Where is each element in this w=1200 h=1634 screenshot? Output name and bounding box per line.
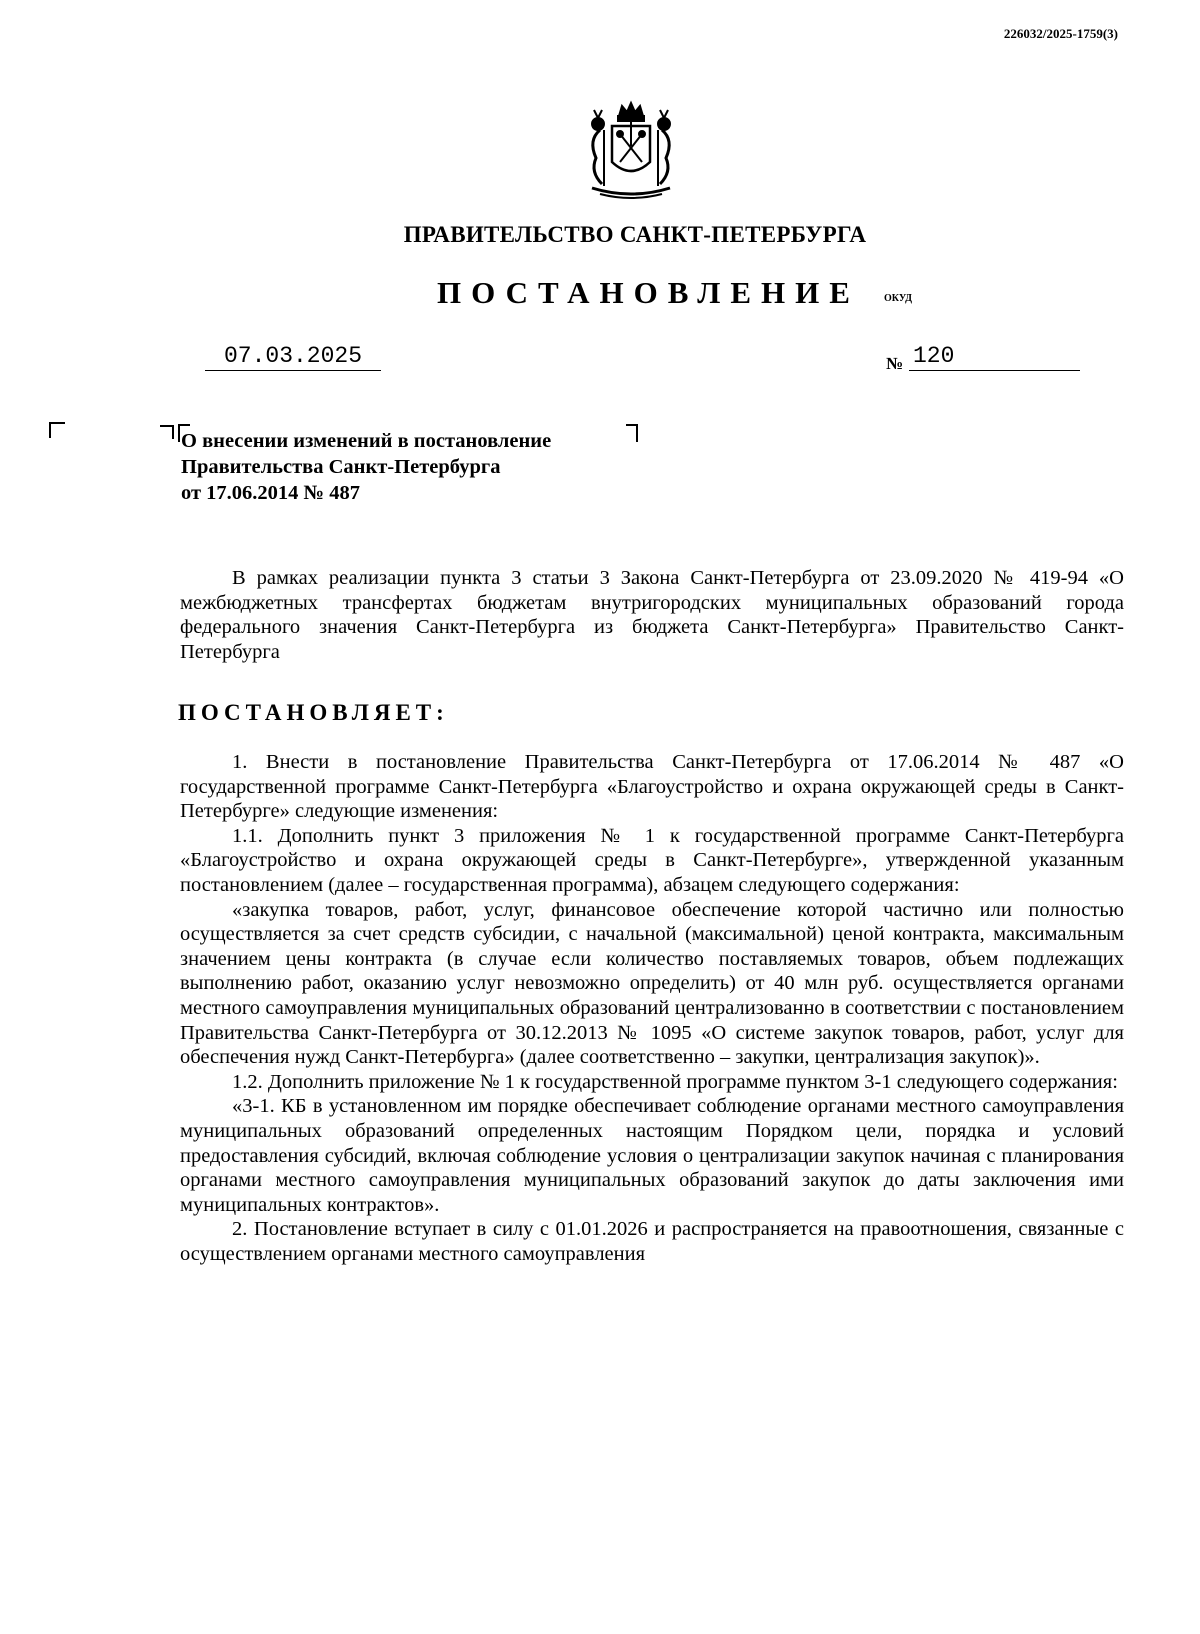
subject-line-1: О внесении изменений в постановление (181, 430, 552, 452)
paragraph-1-1: 1.1. Дополнить пункт 3 приложения № 1 к государственной программе Санкт-Петербурга «Благоустройство и охрана окружающей среды в Санкт-Петербурге», утвержденной указанным постановлением (далее – государственная программа), абзацем следующего содержания: (180, 824, 1124, 896)
saint-petersburg-coat-of-arms-icon (578, 100, 684, 202)
preamble (180, 566, 1124, 664)
document-number: 120 (909, 342, 1080, 371)
subject-line-3: от 17.06.2014 № 487 (181, 482, 361, 504)
resolution-body (180, 750, 1124, 1266)
okud-label: ОКУД (884, 293, 913, 304)
document-registration-number: 226032/2025-1759(3) (1003, 26, 1118, 41)
number-sign-label: № (886, 354, 904, 373)
resolves-heading: ПОСТАНОВЛЯЕТ: (178, 700, 449, 725)
paragraph-1-1-quote: «закупка товаров, работ, услуг, финансовое обеспечение которой частично или полностью осуществляется за счет средств субсидии, с начальной (максимальной) ценой контракта, максимальным значением цены контракта (в случае если количество поставляемых товаров, объем подлежащих выполнению работ, оказанию услуг невозможно определить) от 40 млн руб. осуществляется органами местного самоуправления муниципальных образований централизованно в соответствии с постановлением Правительства Санкт-Петербурга от 30.12.2013 № 1095 «О системе закупок товаров, работ, услуг для обеспечения нужд Санкт-Петербурга» (далее соответственно – закупки, централизация закупок)». (180, 898, 1124, 1069)
paragraph-1-2: 1.2. Дополнить приложение № 1 к государственной программе пунктом 3-1 следующего содержания: (232, 1070, 1118, 1093)
corner-mark-left (49, 422, 65, 438)
paragraph-1-2-quote: «3-1. КБ в установленном им порядке обеспечивает соблюдение органами местного самоуправления муниципальных образований определенных настоящим Порядком цели, порядка и условий предоставления субсидий, включая соблюдение условия о централизации закупок начиная с планирования органами местного самоуправления муниципальных образований закупок до даты заключения ими муниципальных контрактов». (180, 1095, 1124, 1216)
preamble-text: В рамках реализации пункта 3 статьи 3 Закона Санкт-Петербурга от 23.09.2020 № 419-94 «О межбюджетных трансфертах бюджетам внутригородских муниципальных образований города федерального значения Санкт-Петербурга из бюджета Санкт-Петербурга» Правительство Санкт-Петербурга (180, 567, 1124, 663)
document-subject (181, 428, 641, 506)
document-date: 07.03.2025 (205, 342, 381, 371)
document-type-title: ПОСТАНОВЛЕНИЕ (437, 275, 860, 310)
subject-line-2: Правительства Санкт-Петербурга (181, 456, 501, 478)
paragraph-2: 2. Постановление вступает в силу с 01.01.2026 и распространяется на правоотношения, связанные с осуществлением органами местного самоуправления (180, 1218, 1124, 1265)
paragraph-1: 1. Внести в постановление Правительства Санкт-Петербурга от 17.06.2014 № 487 «О государственной программе Санкт-Петербурга «Благоустройство и охрана окружающей среды в Санкт-Петербурге» следующие изменения: (180, 751, 1124, 823)
issuer-title: ПРАВИТЕЛЬСТВО САНКТ-ПЕТЕРБУРГА (403, 222, 867, 247)
corner-mark-right (160, 425, 174, 439)
